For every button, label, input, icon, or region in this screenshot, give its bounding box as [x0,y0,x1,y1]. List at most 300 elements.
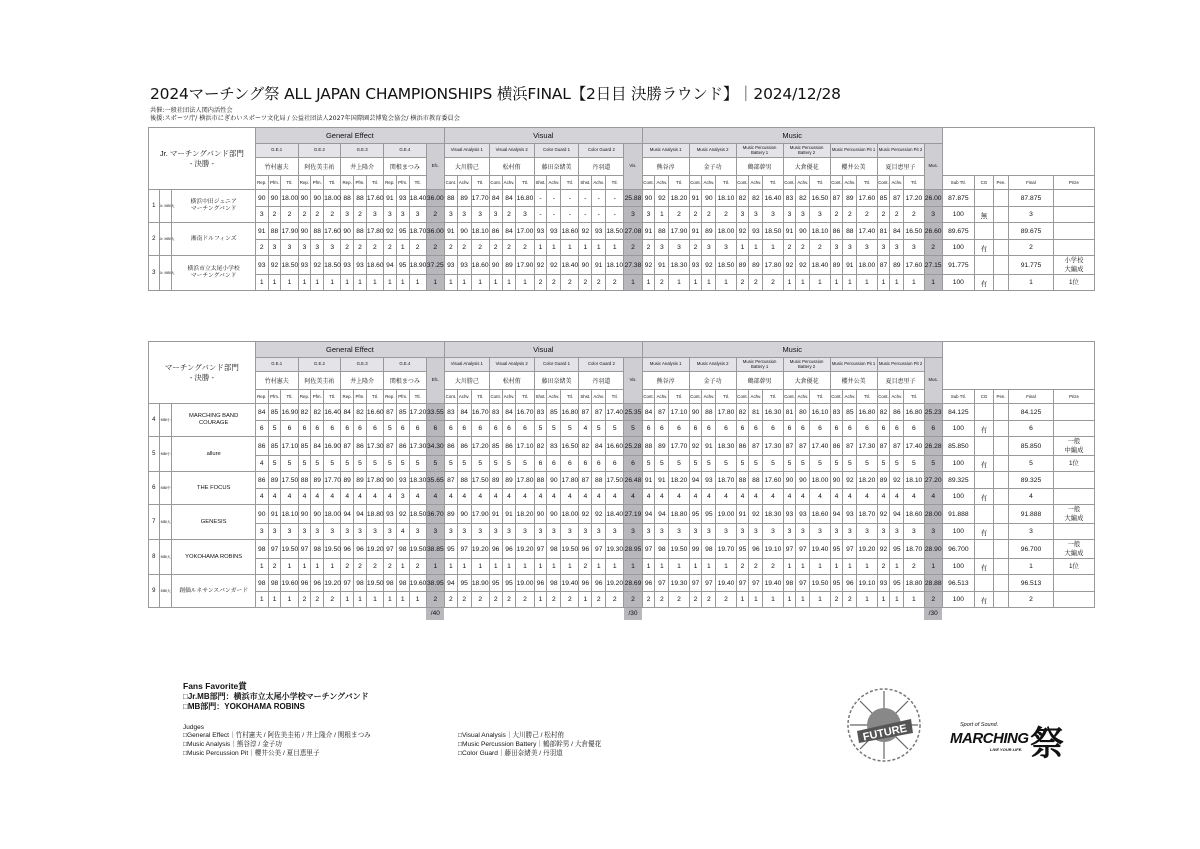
score-cell: 17.70 [471,190,489,207]
score-cell: 97 [736,575,749,592]
col-label: Cont. [736,390,749,404]
score-cell: 91 [689,223,702,240]
caption-10: Music Percussion Battery 1 [736,144,783,158]
rank-cell: 1 [689,275,702,291]
score-cell: 95 [457,575,471,592]
rank-cell: 4 [354,489,367,505]
rank-cell: 1 [547,559,561,575]
col-label: Cont. [642,390,655,404]
col-label: Ttl. [857,390,877,404]
score-cell: 18.70 [857,505,877,524]
col-label: Achv. [547,390,561,404]
score-cell: 19.50 [366,575,383,592]
rank-cell: 1 [857,592,877,608]
fans-favorite-jr: □Jr.MB部門：横浜市立太尾小学校マーチングバンド [183,692,369,701]
rank-cell: 2 [904,207,924,223]
col-label: Ttl. [810,390,830,404]
judge-name: 竹村憲夫 [255,372,298,390]
rank-cell: 1 [298,559,311,575]
rank-cell: 1 [689,559,702,575]
rank-cell: 1 [749,240,763,256]
prize-rank: 1位 [1053,559,1094,575]
cg-cell [974,575,993,592]
score-cell: 95 [444,540,457,559]
rank-cell: 1 [669,559,689,575]
col-label: Cont. [444,176,457,190]
entry-class: MB/小 [159,437,172,472]
score-cell: 95 [489,575,502,592]
cg-cell [974,437,993,456]
score-cell: 81 [877,223,890,240]
rank-cell: 3 [689,524,702,540]
rank-cell: 2 [457,240,471,256]
rank-cell: 3 [763,524,783,540]
score-cell: 96 [489,540,502,559]
col-label: Achv. [890,176,904,190]
rank-cell: 2 [890,207,904,223]
vis-total: 27.08 [624,223,642,240]
mus-total: 25.23 [924,404,942,421]
rank-cell: 6 [561,456,579,472]
score-cell: 92 [579,223,592,240]
vis-rank: 4 [624,489,642,505]
mus-total: 28.88 [924,575,942,592]
rank-cell: 6 [736,421,749,437]
score-cell: 90 [268,190,281,207]
entry-class: MB/中 [159,472,172,505]
rank-cell: 1 [810,559,830,575]
score-cell: 88 [341,190,354,207]
rank-cell: 2 [763,559,783,575]
rank-cell: 1 [366,275,383,291]
rank-cell: 5 [857,456,877,472]
col-label: Achv. [547,176,561,190]
rank-cell: 4 [579,421,592,437]
col-label: Achv. [843,390,857,404]
rank-cell: 6 [396,421,409,437]
efc-total: 33.55 [426,404,444,421]
final-rank: 2 [1009,240,1054,256]
efc-rank: 5 [426,456,444,472]
rank-cell: 5 [736,456,749,472]
score-cell: 17.30 [857,437,877,456]
rank-cell: 3 [642,524,655,540]
score-cell: 93 [592,223,606,240]
score-cell: 92 [579,505,592,524]
score-cell: 16.40 [763,190,783,207]
score-cell: 90 [547,472,561,489]
score-cell: 93 [396,472,409,489]
score-cell: 87 [444,472,457,489]
sub-rank: 100 [942,275,974,291]
category-music: Music [642,128,942,144]
rank-cell: 1 [281,559,298,575]
score-cell: 19.70 [716,540,736,559]
band-name: MARCHING BAND COURAGE [172,404,255,437]
rank-cell: 2 [281,207,298,223]
col-label: Cont. [877,176,890,190]
efc-total: 35.65 [426,472,444,489]
rank-cell: 3 [341,207,354,223]
rank-cell: 3 [716,240,736,256]
penalty-rank [994,524,1009,540]
score-cell: 90 [534,505,547,524]
rank-cell: 5 [783,456,796,472]
judge-name: 松村侑 [489,372,534,390]
col-label: Ttl. [409,390,426,404]
score-cell: 88 [354,223,367,240]
score-cell: 83 [547,437,561,456]
prize-rank: 1位 [1053,456,1094,472]
rank-cell: 1 [516,559,534,575]
caption-8: Music Analysis 1 [642,144,689,158]
score-cell: 88 [592,472,606,489]
col-label: Prize [1053,390,1094,404]
score-cell: 89 [736,256,749,275]
score-cell: 92 [396,505,409,524]
category-music: Music [642,342,942,358]
score-cell: 94 [655,505,669,524]
score-cell: 85 [396,404,409,421]
rank-cell: 6 [716,421,736,437]
rank-cell: 2 [606,275,624,291]
final-score: 89.675 [1009,223,1054,240]
caption-7: Color Guard 2 [579,144,624,158]
penalty-cell [994,437,1009,456]
rank-cell: 6 [763,421,783,437]
judge-name: 大川勝己 [444,158,489,176]
rank-cell: 5 [561,421,579,437]
col-label: Achv. [890,390,904,404]
rank-cell: 1 [457,559,471,575]
vis-total: 28.95 [624,540,642,559]
score-cell: 16.90 [324,437,341,456]
rank-cell: 2 [669,207,689,223]
rank-cell: 1 [354,592,367,608]
category-visual: Visual [444,128,642,144]
score-cell: 91 [655,472,669,489]
rank-cell: 5 [796,456,810,472]
rank-cell: 1 [830,275,843,291]
rank-cell: 5 [843,456,857,472]
mus-rank: 1 [924,275,942,291]
col-label: Achv. [796,176,810,190]
rank-cell: 3 [547,524,561,540]
caption-3: G.E.4 [383,144,426,158]
rank-cell: 4 [311,489,324,505]
score-cell: 18.40 [561,256,579,275]
score-cell: 19.50 [561,540,579,559]
score-cell: 88 [298,472,311,489]
judge-name: 阿佐美圭祐 [298,158,341,176]
table-row [149,540,1095,559]
score-cell: 91 [655,256,669,275]
score-cell: 18.70 [904,540,924,559]
rank-cell: 3 [843,240,857,256]
score-cell: 86 [255,437,268,456]
rank-cell: 2 [669,592,689,608]
rank-cell: 3 [366,524,383,540]
score-cell: 89 [702,223,716,240]
rank-cell: 3 [749,207,763,223]
vis-rank: 3 [624,207,642,223]
judge-name: 夏目恵里子 [877,158,924,176]
table-row-rank [149,456,1095,472]
score-cell: 93 [341,256,354,275]
logo-tagline: LIVE YOUR LIFE. [990,747,1023,752]
rank-cell: 3 [281,524,298,540]
score-cell: 95 [890,575,904,592]
cg-mark: 有 [974,592,993,608]
table-row [149,404,1095,421]
rank-cell: 4 [763,489,783,505]
rank-cell: 2 [457,592,471,608]
rank-cell: 5 [396,456,409,472]
score-cell: 89 [341,472,354,489]
caption-13: Music Percussion Pit 2 [877,358,924,372]
score-cell: 18.60 [366,256,383,275]
spacer [444,608,623,620]
score-cell: 94 [444,575,457,592]
rank-cell: 3 [324,524,341,540]
rank-cell: - [579,207,592,223]
prize-rank [1053,592,1094,608]
col-label: Final [1009,390,1054,404]
efc-total: 36.70 [426,505,444,524]
score-cell: 17.30 [409,437,426,456]
sub-total: 96.513 [942,575,974,592]
col-label: Ttl. [366,176,383,190]
max-mus: /30 [924,608,942,620]
efc-rank: 2 [426,240,444,256]
score-cell: 16.70 [516,404,534,421]
cg-mark: 有 [974,524,993,540]
rank-cell: 1 [783,275,796,291]
final-rank: 3 [1009,207,1054,223]
rank-cell: 3 [298,240,311,256]
rank-cell: 6 [592,456,606,472]
rank-cell: 6 [877,421,890,437]
rank-cell: 3 [489,524,502,540]
entry-number: 2 [149,223,160,256]
table-row [149,472,1095,489]
rank-cell: 1 [857,275,877,291]
rank-cell: 5 [366,456,383,472]
judge-name: 鶴部幹男 [736,158,783,176]
caption-0: G.E.1 [255,144,298,158]
score-cell: 95 [830,540,843,559]
score-cell: 92 [383,223,396,240]
rank-cell: 4 [255,456,268,472]
rank-cell: 2 [444,592,457,608]
mus-total: 28.00 [924,505,942,524]
score-cell: 18.20 [857,472,877,489]
cg-cell [974,540,993,559]
score-cell: 84 [642,404,655,421]
score-cell: 18.50 [324,256,341,275]
col-label: Pen. [994,390,1009,404]
rank-cell: 1 [547,240,561,256]
caption-9: Music Analysis 2 [689,358,736,372]
rank-cell: 5 [268,421,281,437]
final-score: 84.125 [1009,404,1054,421]
col-label: Cont. [783,390,796,404]
score-cell: 16.50 [904,223,924,240]
cg-mark: 無 [974,207,993,223]
score-cell: 96 [311,575,324,592]
rank-cell: 4 [471,489,489,505]
sub-rank: 100 [942,592,974,608]
rank-cell: 3 [877,524,890,540]
score-cell: 91 [502,505,516,524]
rank-cell: 6 [642,421,655,437]
score-cell: 16.80 [857,404,877,421]
score-cell: 17.30 [366,437,383,456]
rank-cell: 2 [579,559,592,575]
prize-rank [1053,524,1094,540]
rank-cell: 1 [749,592,763,608]
score-cell: 90 [311,190,324,207]
prize-rank [1053,207,1094,223]
rank-cell: 5 [311,456,324,472]
entry-class: MB/大 [159,540,172,575]
score-cell: 19.20 [366,540,383,559]
score-cell: 16.80 [904,404,924,421]
score-cell: 16.40 [324,404,341,421]
score-cell: 17.60 [763,472,783,489]
score-cell: 97 [843,540,857,559]
col-label: Achv. [457,176,471,190]
score-cell: 97 [702,575,716,592]
judge-name: 鶴部幹男 [736,372,783,390]
rank-cell: 1 [534,592,547,608]
rank-cell: 6 [890,421,904,437]
mus-rank: 5 [924,456,942,472]
rank-cell: 3 [716,524,736,540]
col-label: Achv. [702,390,716,404]
rank-cell: 3 [341,524,354,540]
rank-cell: 3 [383,207,396,223]
rank-cell: 4 [843,489,857,505]
score-cell: 17.20 [409,404,426,421]
vis-rank: 1 [624,559,642,575]
vis-rank: 2 [624,592,642,608]
sub-rank: 100 [942,207,974,223]
sub-total: 89.675 [942,223,974,240]
score-cell: 89 [444,505,457,524]
col-label: Shst. [534,176,547,190]
rank-cell: 2 [366,559,383,575]
rank-cell: 1 [669,275,689,291]
score-cell: 91 [702,437,716,456]
mus-total: 27.15 [924,256,942,275]
score-cell: 94 [341,505,354,524]
rank-cell: 4 [689,489,702,505]
score-cell: 88 [311,223,324,240]
rank-cell: 2 [877,207,890,223]
efc-rank: 2 [426,207,444,223]
score-cell: 85 [298,437,311,456]
judge-name: 藤田奈緒美 [534,158,579,176]
score-cell: 92 [534,256,547,275]
table-row [149,223,1095,240]
score-cell: 18.00 [810,472,830,489]
sub-total: 91.775 [942,256,974,275]
rank-cell: 1 [857,559,877,575]
score-cell: 82 [877,404,890,421]
cg-cell [974,472,993,489]
judge-name: 井上隆介 [341,158,384,176]
rank-cell: 1 [716,559,736,575]
final-score: 89.325 [1009,472,1054,489]
fans-favorite-title: Fans Favorite賞 [183,681,247,691]
score-cell: 94 [689,472,702,489]
efc-rank: 3 [426,524,444,540]
judge-name: 金子功 [689,158,736,176]
rank-cell: 6 [843,421,857,437]
rank-cell: 1 [877,275,890,291]
rank-cell: 6 [457,421,471,437]
prize-cell [1053,223,1094,240]
final-rank: 4 [1009,489,1054,505]
rank-cell: 1 [268,275,281,291]
rank-cell: 3 [444,207,457,223]
rank-cell: 2 [298,207,311,223]
col-label: Ttl. [471,176,489,190]
rank-cell: 1 [396,559,409,575]
score-cell: - [561,190,579,207]
score-cell: 91 [642,223,655,240]
rank-cell: 4 [396,524,409,540]
score-cell: 87 [783,437,796,456]
caption-11: Music Percussion Battery 2 [783,144,830,158]
rank-cell: 2 [471,592,489,608]
caption-6: Color Guard 1 [534,358,579,372]
table-row-rank [149,489,1095,505]
score-cell: 92 [736,223,749,240]
rank-cell: 5 [547,421,561,437]
rank-cell: 3 [810,524,830,540]
score-cell: 87 [749,437,763,456]
rank-cell: 5 [606,421,624,437]
score-cell: 84 [502,404,516,421]
score-cell: 18.20 [669,472,689,489]
score-cell: 18.60 [471,256,489,275]
score-cell: 85 [843,404,857,421]
entry-class: MB/大 [159,575,172,608]
score-cell: 83 [489,404,502,421]
rank-cell: 2 [702,207,716,223]
score-cell: 87 [384,437,397,456]
score-cell: 18.30 [669,256,689,275]
score-cell: - [579,190,592,207]
rank-cell: 4 [655,489,669,505]
rank-cell: 6 [281,421,298,437]
rank-cell: 2 [689,592,702,608]
score-cell: 18.50 [281,256,298,275]
efc-total: 36.00 [426,223,444,240]
col-label: Cont. [736,176,749,190]
score-cell: 16.30 [763,404,783,421]
caption-7: Color Guard 2 [579,358,624,372]
col-label: Achv. [592,390,606,404]
score-cell: 91 [255,223,268,240]
score-cell: 90 [689,404,702,421]
score-cell: 89 [877,472,890,489]
judge-name: 丹羽道 [579,372,624,390]
category-visual: Visual [444,342,642,358]
penalty-rank [994,559,1009,575]
